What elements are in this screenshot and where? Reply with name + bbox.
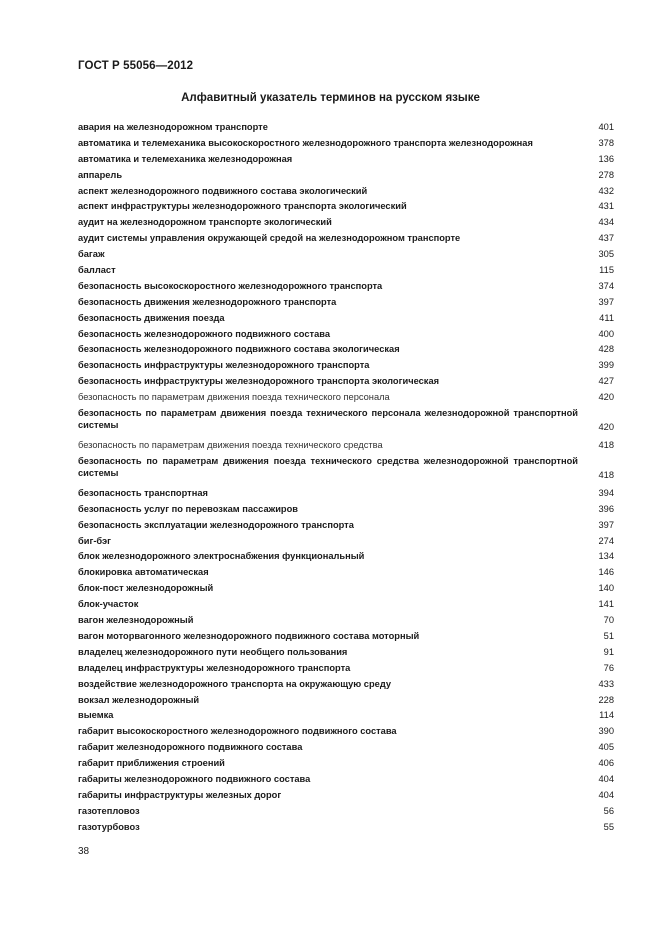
index-entry-term: безопасность эксплуатации железнодорожного транспорта [78, 519, 354, 530]
index-entry-page: 136 [598, 153, 614, 164]
index-entry-term: безопасность услуг по перевозкам пассажиров [78, 503, 299, 514]
index-entry-term: автоматика и телемеханика железнодорожная [78, 153, 293, 164]
index-entry [78, 725, 614, 741]
index-entry-term: газотепловоз [78, 805, 140, 816]
index-entry-page: 146 [598, 567, 614, 578]
index-entry-term: выемка [78, 710, 114, 721]
index-entry-term: безопасность железнодорожного подвижного состава экологическая [78, 344, 400, 355]
index-entry [78, 773, 614, 789]
index-entry-term: аспект железнодорожного подвижного состава экологический [78, 185, 368, 196]
index-entry-page: 431 [598, 201, 614, 212]
index-entry [78, 503, 614, 519]
index-entry-term: воздействие железнодорожного транспорта на окружающую среду [78, 678, 392, 689]
index-entry-page: 56 [603, 805, 614, 816]
index-entry-term: безопасность инфраструктуры железнодорожного транспорта экологическая [78, 376, 440, 387]
index-entry-term: безопасность по параметрам движения поезда технического средства [78, 440, 383, 451]
index-entry-term: газотурбовоз [78, 821, 140, 832]
index-entry-page: 432 [598, 185, 614, 196]
index-entry-term: вагон железнодорожный [78, 615, 194, 626]
index-entry-page: 400 [598, 328, 614, 339]
index-entry [78, 169, 614, 185]
index-entry [78, 789, 614, 805]
index-entry-term: безопасность движения поезда [78, 312, 225, 323]
index-entry-term: биг-бэг [78, 535, 112, 546]
index-entry [78, 535, 614, 551]
index-entry [78, 709, 614, 725]
index-entry-page: 390 [598, 726, 614, 737]
index-entry-page: 76 [603, 662, 614, 673]
index-entry-page: 404 [598, 773, 614, 784]
index-entry-page: 378 [598, 137, 614, 148]
index-entry [78, 312, 614, 328]
index-entry-page: 274 [598, 535, 614, 546]
index-entry [78, 821, 614, 837]
index-entry-term: вокзал железнодорожный [78, 694, 200, 705]
index-entry-term: вагон моторвагонного железнодорожного подвижного состава моторный [78, 630, 420, 641]
index-entry-term: габарит железнодорожного подвижного состава [78, 742, 303, 753]
index-entry-page: 51 [603, 630, 614, 641]
index-entry-term: безопасность по параметрам движения поезда технического персонала [78, 392, 390, 403]
index-entry-page: 141 [598, 599, 614, 610]
index-entry-page: 115 [599, 265, 614, 276]
index-entry [78, 630, 614, 646]
index-entry-term: блок железнодорожного электроснабжения функциональный [78, 551, 365, 562]
index-entry-term: блок-участок [78, 599, 139, 610]
index-entry-page: 55 [603, 821, 614, 832]
index-entry [78, 216, 614, 232]
index-entry-page: 411 [599, 312, 614, 323]
index-entry [78, 153, 614, 169]
index-entry-term: балласт [78, 265, 116, 276]
index-entry-page: 278 [598, 169, 614, 180]
index-entry [78, 694, 614, 710]
index-entry-term: аудит на железнодорожном транспорте экологический [78, 217, 332, 228]
index-entry-term: блок-пост железнодорожный [78, 583, 214, 594]
index-entry-page: 91 [603, 646, 614, 657]
index-entry-term: безопасность железнодорожного подвижного состава [78, 328, 331, 339]
index-entry-page: 397 [598, 296, 614, 307]
index-entry [78, 407, 614, 439]
index-entry [78, 359, 614, 375]
index-entries-list [78, 121, 614, 837]
index-entry-page: 428 [598, 344, 614, 355]
index-entry-page: 420 [598, 422, 614, 433]
index-entry-page: 437 [598, 233, 614, 244]
index-entry [78, 678, 614, 694]
index-entry [78, 248, 614, 264]
index-entry-page: 396 [598, 503, 614, 514]
index-entry [78, 185, 614, 201]
index-entry-page: 433 [598, 678, 614, 689]
index-entry [78, 296, 614, 312]
index-entry-term: габарит приближения строений [78, 758, 225, 769]
index-entry-page: 404 [598, 789, 614, 800]
index-entry-page: 140 [598, 583, 614, 594]
index-entry [78, 741, 614, 757]
index-entry-term: габарит высокоскоростного железнодорожного подвижного состава [78, 726, 397, 737]
index-entry-term: безопасность инфраструктуры железнодорожного транспорта [78, 360, 370, 371]
index-entry-page: 305 [598, 249, 614, 260]
index-entry-term: аудит системы управления окружающей средой на железнодорожном транспорте [78, 233, 461, 244]
index-entry [78, 519, 614, 535]
index-entry [78, 662, 614, 678]
index-entry [78, 375, 614, 391]
index-entry-term: владелец инфраструктуры железнодорожного транспорта [78, 662, 351, 673]
index-entry-term: безопасность по параметрам движения поезда технического персонала железнодорожной транспортной системы [78, 408, 578, 431]
index-entry-page: 70 [603, 615, 614, 626]
index-entry [78, 343, 614, 359]
index-entry-page: 418 [598, 469, 614, 480]
index-entry-page: 406 [598, 758, 614, 769]
index-entry-page: 114 [599, 710, 614, 721]
index-entry-term: безопасность движения железнодорожного транспорта [78, 296, 337, 307]
index-entry [78, 646, 614, 662]
index-entry [78, 391, 614, 407]
index-entry-page: 405 [598, 742, 614, 753]
index-entry-term: автоматика и телемеханика высокоскоростного железнодорожного транспорта железнодорожная [78, 137, 533, 148]
index-entry [78, 328, 614, 344]
index-entry-page: 427 [598, 376, 614, 387]
index-entry-page: 434 [598, 217, 614, 228]
index-entry-page: 418 [598, 440, 614, 451]
document-code: ГОСТ Р 55056—2012 [78, 60, 194, 72]
index-entry-page: 134 [598, 551, 614, 562]
index-entry-term: владелец железнодорожного пути необщего пользования [78, 646, 348, 657]
index-entry [78, 137, 614, 153]
index-entry-term: аспект инфраструктуры железнодорожного транспорта экологический [78, 201, 407, 212]
index-entry [78, 280, 614, 296]
index-entry [78, 757, 614, 773]
index-entry [78, 487, 614, 503]
index-entry-page: 401 [598, 122, 614, 132]
index-entry-term: безопасность высокоскоростного железнодорожного транспорта [78, 280, 383, 291]
index-entry-term: багаж [78, 249, 105, 260]
index-entry-term: блокировка автоматическая [78, 567, 209, 578]
index-entry-term: безопасность по параметрам движения поезда технического средства железнодорожной транспортной системы [78, 455, 578, 478]
index-entry-page: 420 [598, 392, 614, 403]
index-entry [78, 598, 614, 614]
index-title: Алфавитный указатель терминов на русском языке [181, 92, 480, 104]
index-entry [78, 232, 614, 248]
index-entry [78, 455, 614, 487]
index-entry-page: 399 [598, 360, 614, 371]
index-entry [78, 566, 614, 582]
index-entry-term: габариты железнодорожного подвижного состава [78, 773, 311, 784]
index-entry [78, 614, 614, 630]
index-entry-page: 394 [598, 487, 614, 498]
index-entry-term: безопасность транспортная [78, 487, 208, 498]
index-entry [78, 200, 614, 216]
index-entry-term: авария на железнодорожном транспорте [78, 122, 268, 132]
index-entry [78, 582, 614, 598]
index-entry [78, 805, 614, 821]
index-entry [78, 121, 614, 137]
index-entry-term: аппарель [78, 169, 123, 180]
index-entry-page: 374 [598, 280, 614, 291]
index-entry-page: 228 [598, 694, 614, 705]
index-entry [78, 550, 614, 566]
index-entry-term: габариты инфраструктуры железных дорог [78, 789, 282, 800]
index-entry [78, 264, 614, 280]
index-entry [78, 439, 614, 455]
index-entry-page: 397 [598, 519, 614, 530]
page-number: 38 [78, 846, 90, 857]
